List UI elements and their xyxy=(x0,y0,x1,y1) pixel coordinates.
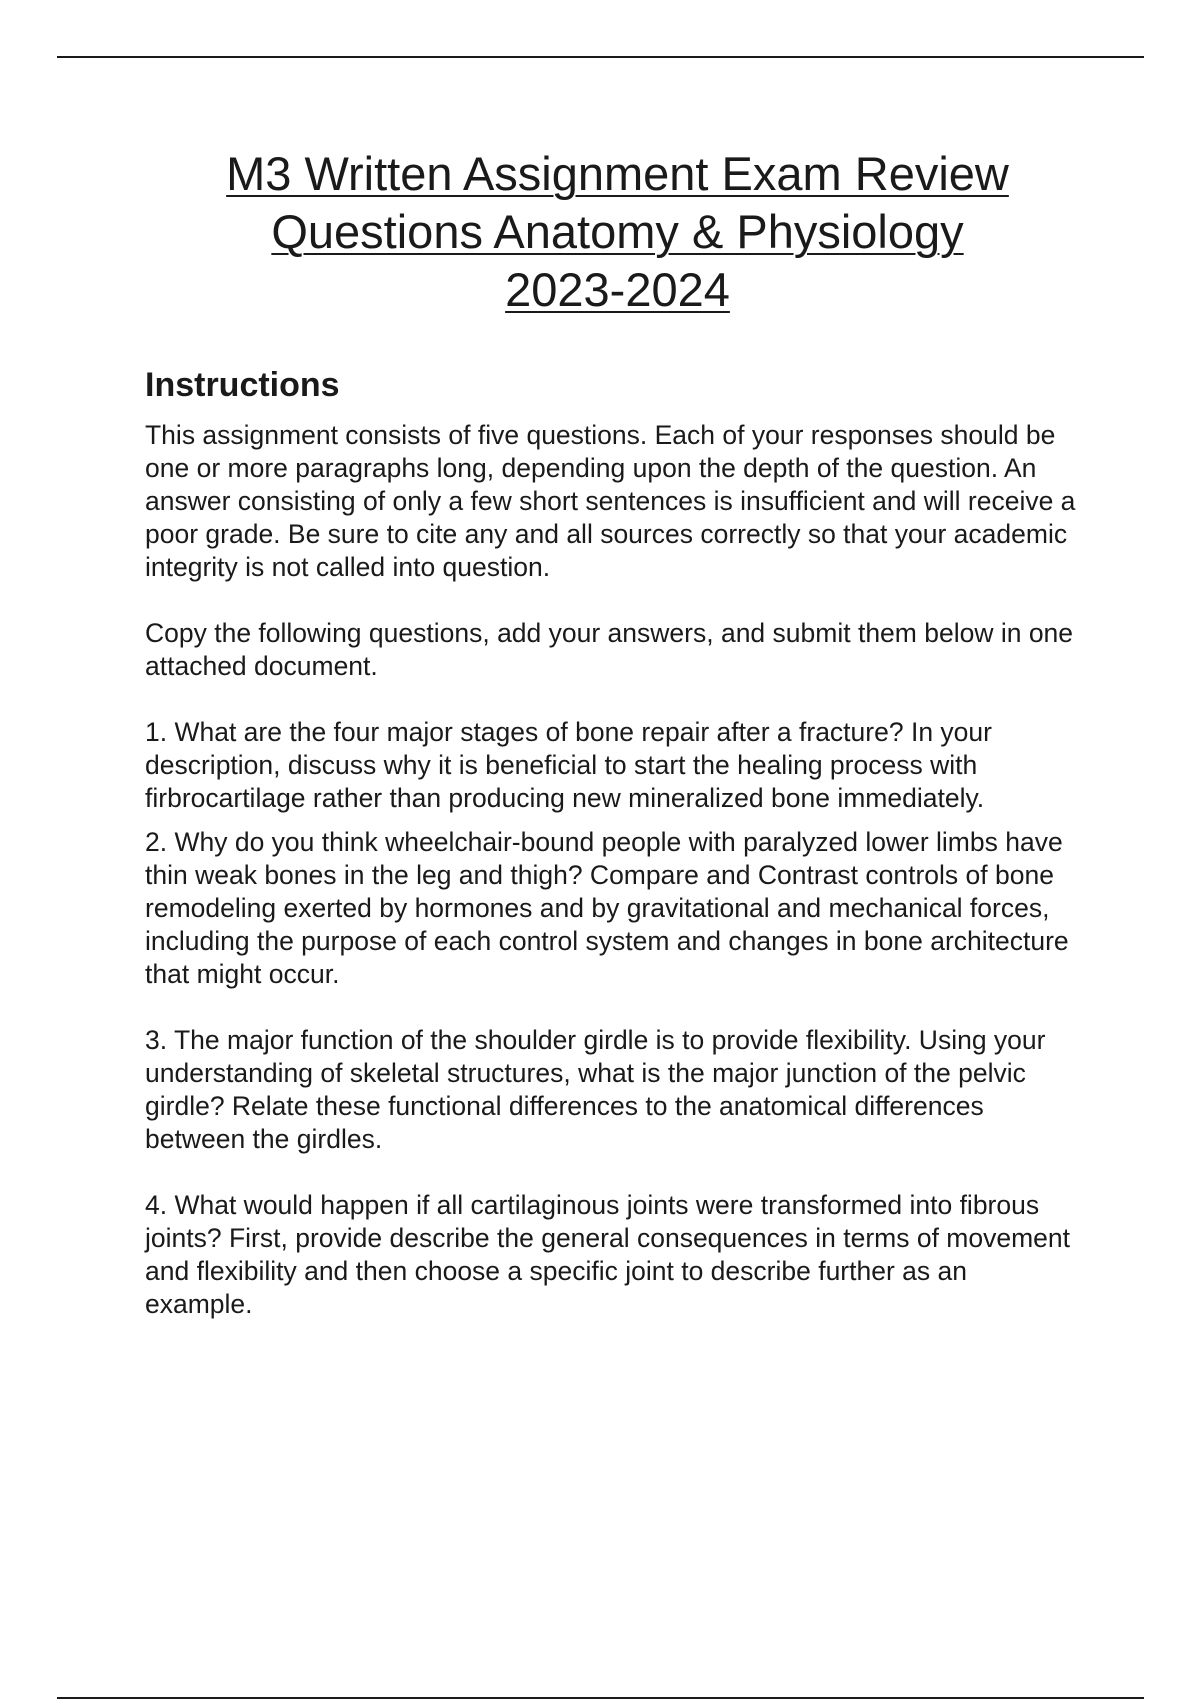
copy-instruction-paragraph: Copy the following questions, add your answers, and submit them below in one attached document. xyxy=(145,618,1074,681)
title-line-1: M3 Written Assignment Exam Review xyxy=(226,147,1009,200)
document-title xyxy=(110,145,1125,319)
instructions-paragraph: This assignment consists of five questions. Each of your responses should be one or more paragraphs long, depending upon the depth of the question. An answer consisting of only a few short sentences is insufficient and will receive a poor grade. Be sure to cite any and all sources correctly so that your academic integrity is not called into question. xyxy=(145,420,1076,582)
title-line-3: 2023-2024 xyxy=(505,263,730,316)
title-line-2: Questions Anatomy & Physiology xyxy=(271,205,964,258)
bottom-divider xyxy=(57,1697,1144,1699)
document-body xyxy=(145,365,1080,1321)
question-3: 3. The major function of the shoulder girdle is to provide flexibility. Using your understanding of skeletal structures, what is the major junction of the pelvic girdle? Relate these functional differences to the anatomical differences between the girdles. xyxy=(145,1025,1046,1154)
question-2: 2. Why do you think wheelchair-bound people with paralyzed lower limbs have thin weak bones in the leg and thigh? Compare and Contrast controls of bone remodeling exerted by hormones and by gravitational and mechanical forces, including the purpose of each control system and changes in bone architecture that might occur. xyxy=(145,827,1069,989)
instructions-heading: Instructions xyxy=(145,366,340,404)
question-1: 1. What are the four major stages of bone repair after a fracture? In your description, discuss why it is beneficial to start the healing process with firbrocartilage rather than producing new mineralized bone immediately. xyxy=(145,717,992,813)
top-divider xyxy=(57,56,1144,58)
question-4: 4. What would happen if all cartilaginous joints were transformed into fibrous joints? First, provide describe the general consequences in terms of movement and flexibility and then choose a specific joint to describe further as an example. xyxy=(145,1190,1071,1319)
